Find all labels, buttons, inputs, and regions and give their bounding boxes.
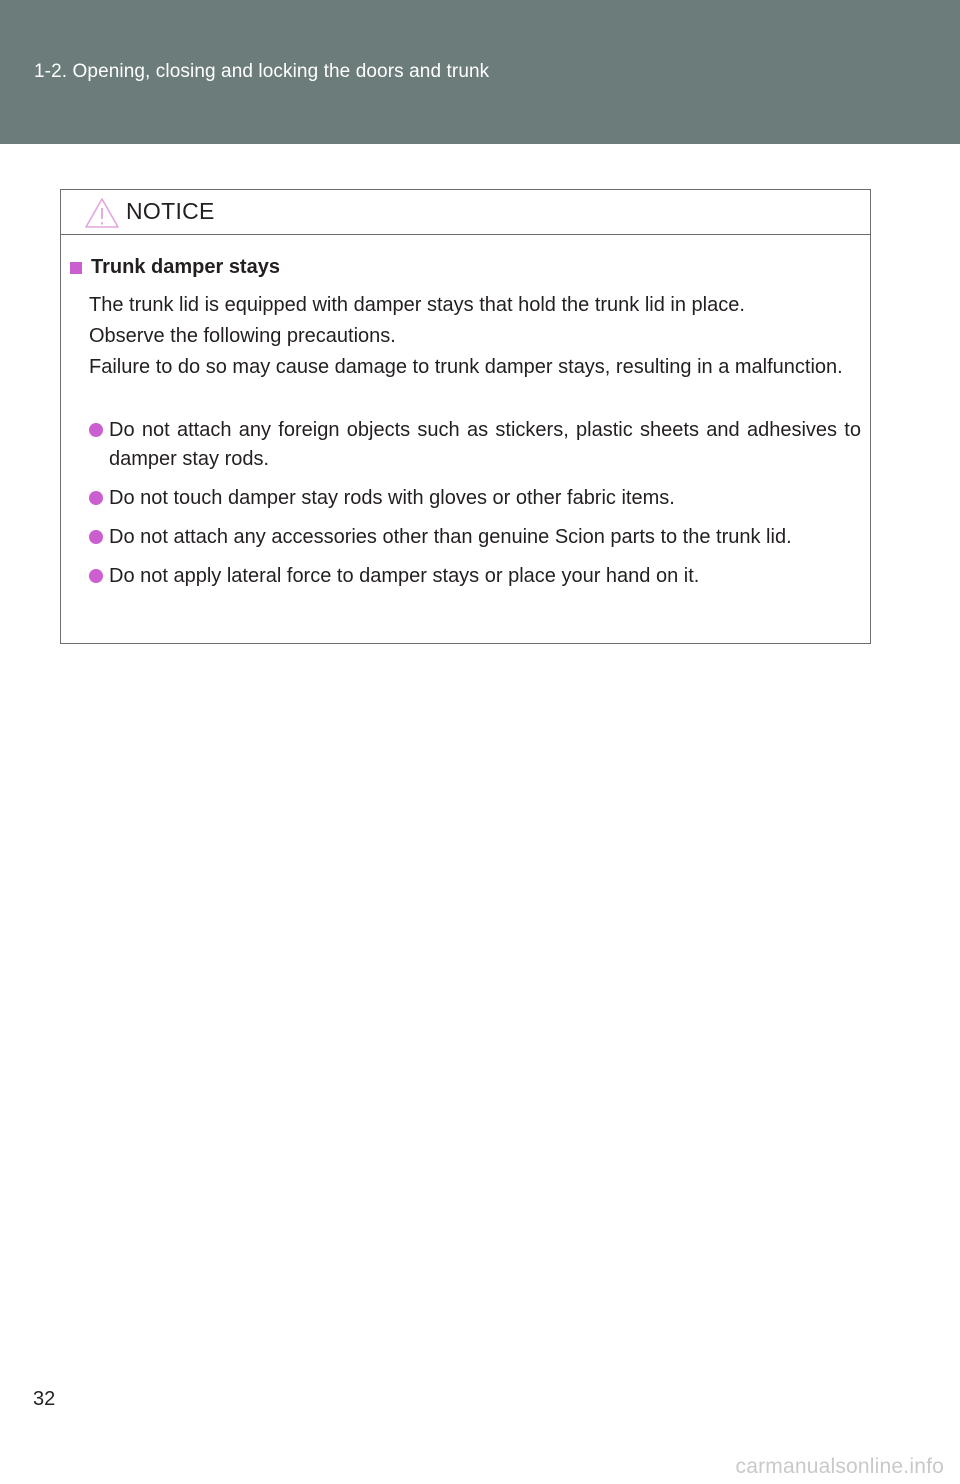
list-item [89, 562, 861, 591]
list-item [89, 416, 861, 474]
list-item [89, 523, 861, 552]
circle-bullet-icon [89, 530, 103, 544]
paragraph: Observe the following precautions. [89, 325, 396, 347]
warning-triangle-icon [84, 197, 120, 229]
circle-bullet-icon [89, 491, 103, 505]
list-item-text: Do not attach any foreign objects such as stickers, plastic sheets and adhesives to damper stay rods. [109, 419, 861, 470]
paragraph: Failure to do so may cause damage to trunk damper stays, resulting in a malfunction. [89, 356, 843, 378]
section-title: 1-2. Opening, closing and locking the doors and trunk [34, 61, 490, 82]
heading-text: Trunk damper stays [91, 256, 280, 278]
list-item-text: Do not apply lateral force to damper stays or place your hand on it. [109, 565, 700, 587]
precaution-list [89, 416, 861, 601]
paragraph: The trunk lid is equipped with damper stays that hold the trunk lid in place. [89, 294, 745, 316]
list-item [89, 484, 861, 513]
notice-label: NOTICE [126, 198, 215, 224]
notice-box [60, 189, 871, 644]
list-item-text: Do not attach any accessories other than genuine Scion parts to the trunk lid. [109, 526, 792, 548]
section-heading [70, 256, 280, 279]
circle-bullet-icon [89, 423, 103, 437]
page-number: 32 [33, 1388, 56, 1410]
list-item-text: Do not touch damper stay rods with gloves or other fabric items. [109, 487, 675, 509]
square-bullet-icon [70, 262, 82, 274]
circle-bullet-icon [89, 569, 103, 583]
notice-body [89, 290, 861, 383]
header-band [0, 0, 960, 144]
watermark: carmanualsonline.info [735, 1455, 944, 1478]
notice-header [61, 190, 870, 235]
